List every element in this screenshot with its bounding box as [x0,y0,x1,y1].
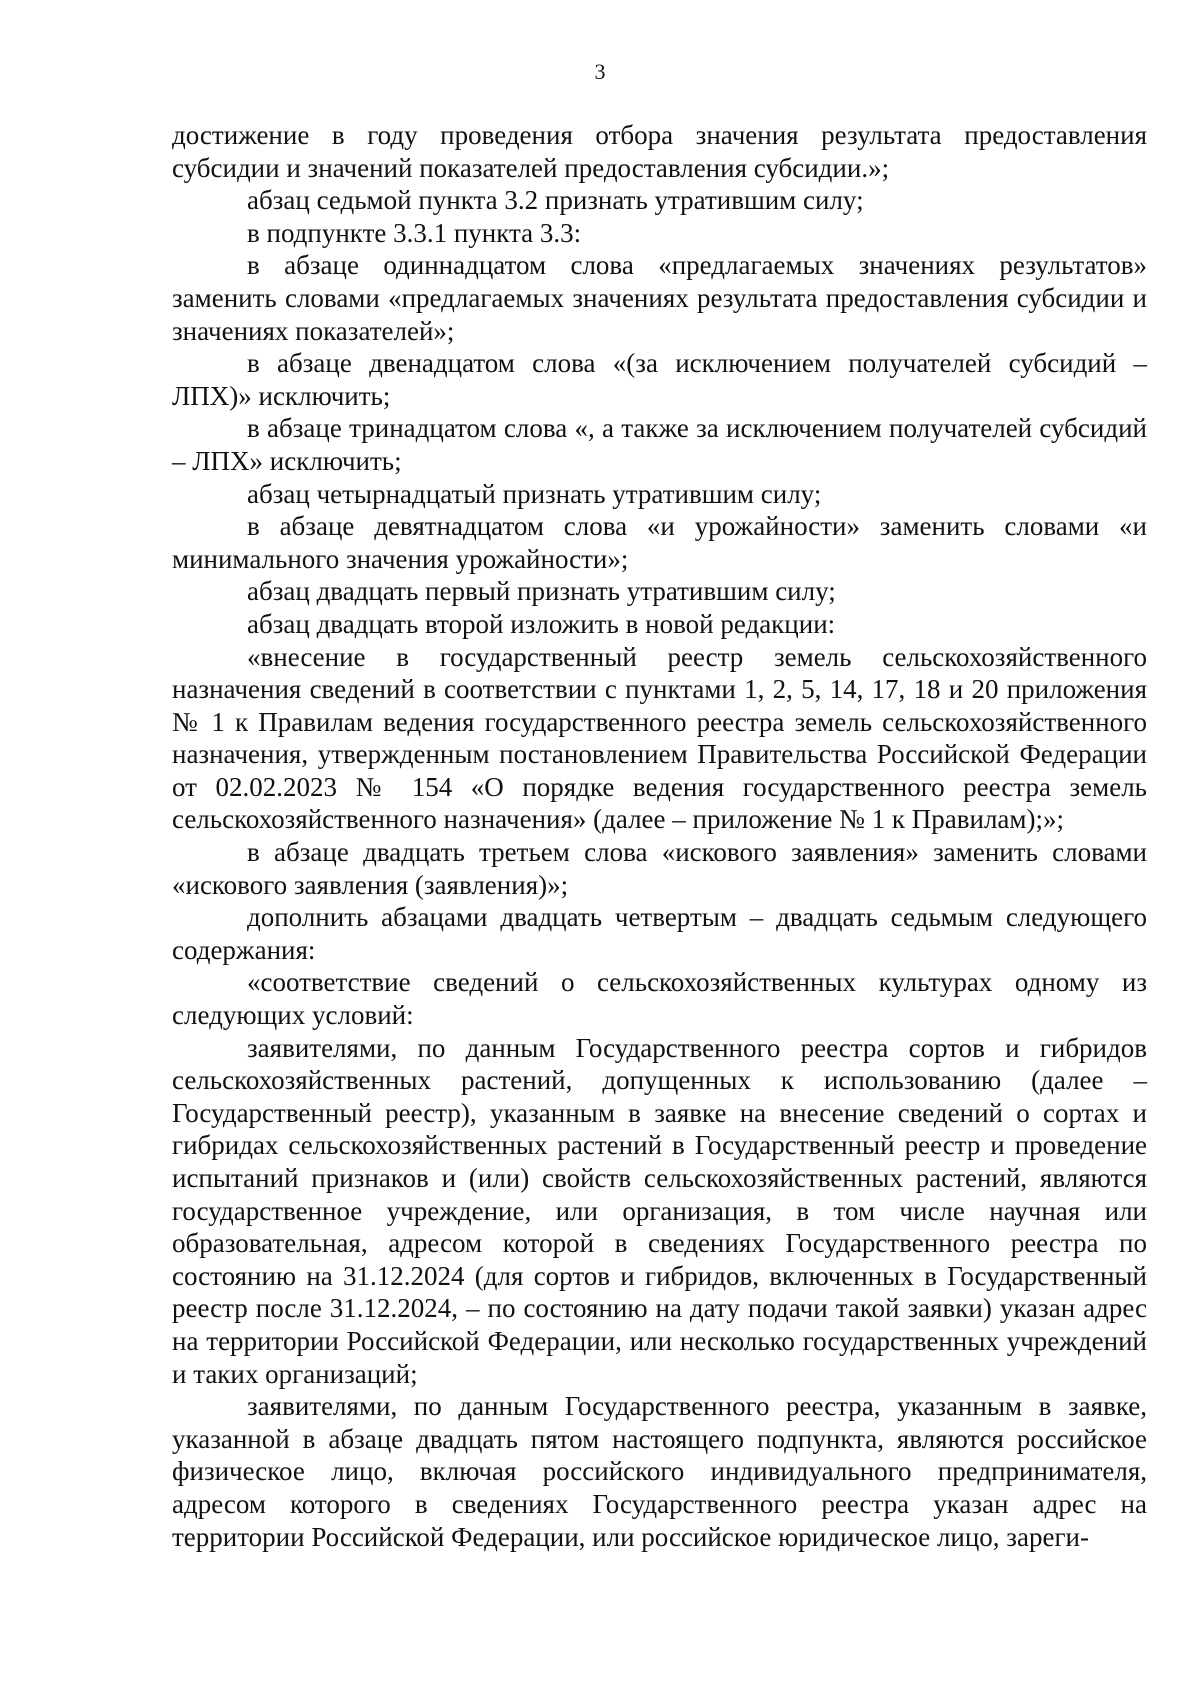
document-body [172,119,1147,1553]
page-number: 3 [594,59,606,84]
paragraph: в подпункте 3.3.1 пункта 3.3: [247,217,582,248]
paragraph: «внесение в государственный реестр земель сельскохозяйственного назначения сведений в соответствии с пунктами 1, 2, 5, 14, 17, 18 и 20 приложения № 1 к Правилам ведения государственного реестра земель сельскохозяйственного назначения, утвержденным постановлением Правительства Российской Федерации от 02.02.2023 № 154 «О порядке ведения государственного реестра земель сельскохозяйственного назначения» (далее – приложение № 1 к Правилам);»; [172,641,1147,835]
paragraph: в абзаце тринадцатом слова «, а также за исключением получателей субсидий – ЛПХ» исключить; [172,413,1147,476]
paragraph: заявителями, по данным Государственного реестра сортов и гибридов сельскохозяйственных растений, допущенных к использованию (далее – Государственный реестр), указанным в заявке на внесение сведений о сортах и гибридах сельскохозяйственных растений в Государственный реестр и проведение испытаний признаков и (или) свойств сельскохозяйственных растений, являются государственное учреждение, или организация, в том числе научная или образовательная, адресом которой в сведениях Государственного реестра по состоянию на 31.12.2024 (для сортов и гибридов, включенных в Государственный реестр после 31.12.2024, – по состоянию на дату подачи такой заявки) указан адрес на территории Российской Федерации, или несколько государственных учреждений и таких организаций; [172,1032,1147,1389]
paragraph: абзац двадцать второй изложить в новой редакции: [247,608,836,639]
paragraph: достижение в году проведения отбора значения результата предоставления субсидии и значений показателей предоставления субсидии.»; [172,120,1147,183]
paragraph: абзац седьмой пункта 3.2 признать утратившим силу; [247,185,864,216]
paragraph: в абзаце двенадцатом слова «(за исключением получателей субсидий – ЛПХ)» исключить; [172,348,1147,411]
paragraph: абзац четырнадцатый признать утратившим силу; [247,478,822,509]
paragraph: дополнить абзацами двадцать четвертым – двадцать седьмым следующего содержания: [172,902,1147,965]
paragraph: в абзаце девятнадцатом слова «и урожайности» заменить словами «и минимального значения урожайности»; [172,511,1147,574]
paragraph: заявителями, по данным Государственного реестра, указанным в заявке, указанной в абзаце двадцать пятом настоящего подпункта, являются российское физическое лицо, включая российского индивидуального предпринимателя, адресом которого в сведениях Государственного реестра указан адрес на территории Российской Федерации, или российское юридическое лицо, зареги- [172,1391,1147,1552]
paragraph: в абзаце двадцать третьем слова «искового заявления» заменить словами «искового заявления (заявления)»; [172,837,1147,900]
paragraph: абзац двадцать первый признать утратившим силу; [247,576,836,607]
paragraph: в абзаце одиннадцатом слова «предлагаемых значениях результатов» заменить словами «предлагаемых значениях результата предоставления субсидии и значениях показателей»; [172,250,1147,346]
paragraph: «соответствие сведений о сельскохозяйственных культурах одному из следующих условий: [172,967,1147,1031]
